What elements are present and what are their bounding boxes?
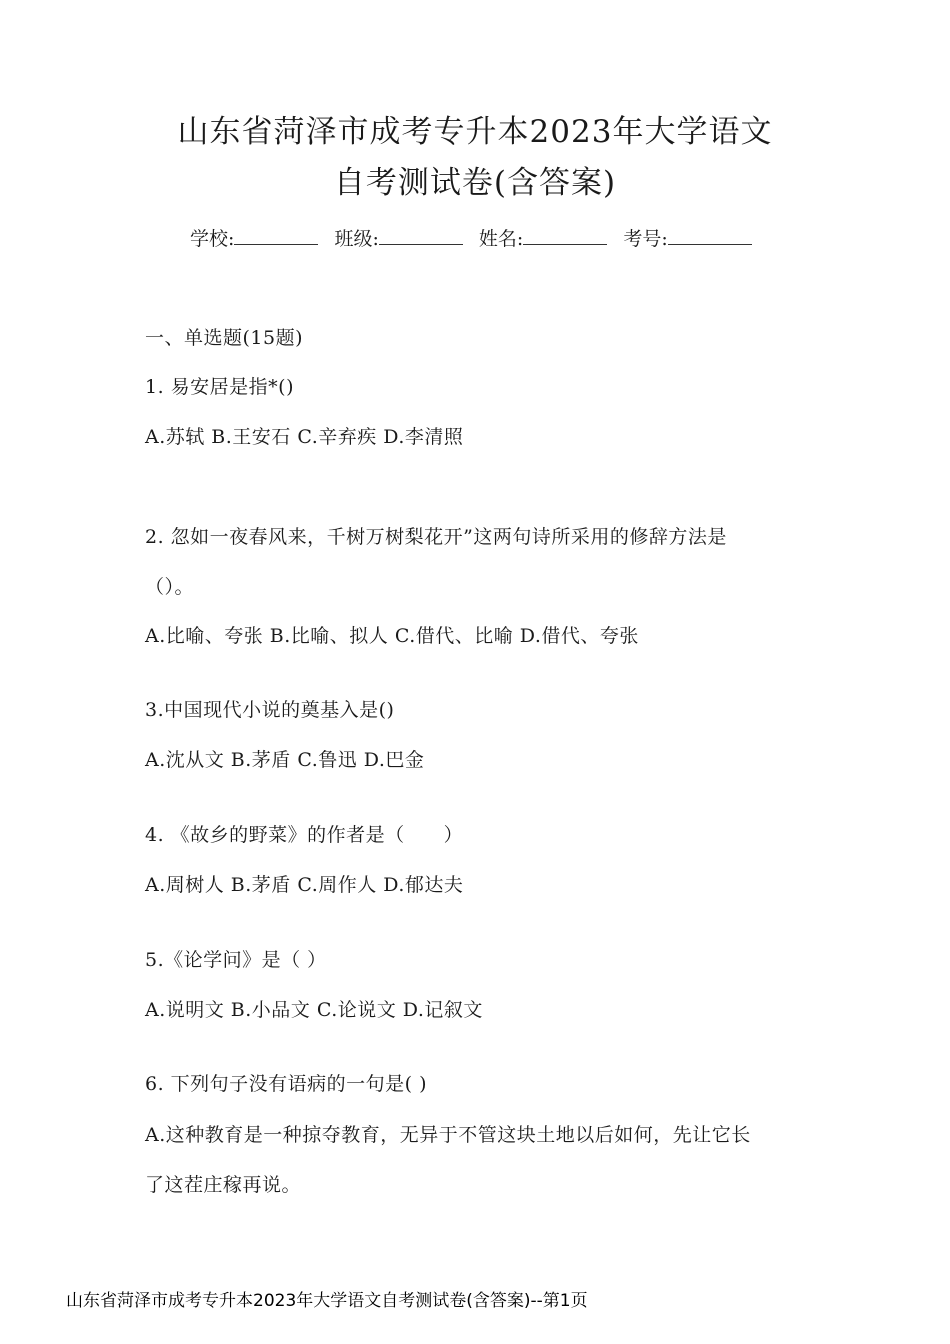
question-2-stem-continued: （）。 xyxy=(145,576,195,598)
question-2-options: A.比喻、夸张 B.比喻、拟人 C.借代、比喻 D.借代、夸张 xyxy=(145,625,639,647)
class-blank xyxy=(379,228,463,245)
exam-id-blank xyxy=(668,228,752,245)
student-info-row xyxy=(190,224,762,251)
question-3-stem: 3.中国现代小说的奠基入是() xyxy=(145,699,395,721)
question-5-options: A.说明文 B.小品文 C.论说文 D.记叙文 xyxy=(145,999,483,1021)
class-field xyxy=(334,228,462,250)
question-1-options: A.苏轼 B.王安石 C.辛弃疾 D.李清照 xyxy=(145,426,464,448)
question-2-stem: 2. 忽如一夜春风来，千树万树梨花开”这两句诗所采用的修辞方法是 xyxy=(145,526,727,548)
name-field xyxy=(479,228,607,250)
question-3-options: A.沈从文 B.茅盾 C.鲁迅 D.巴金 xyxy=(145,749,425,771)
doc-title-line1: 山东省菏泽市成考专升本2023年大学语文 xyxy=(177,114,773,150)
question-6-option-a-continued: 了这茬庄稼再说。 xyxy=(145,1174,302,1196)
name-blank xyxy=(523,228,607,245)
question-1-stem: 1. 易安居是指*() xyxy=(145,376,294,398)
school-label: 学校: xyxy=(190,228,235,250)
question-5-stem: 5.《论学问》是（ ） xyxy=(145,949,327,971)
class-label: 班级: xyxy=(334,228,379,250)
name-label: 姓名: xyxy=(478,228,524,250)
section-heading: 一、单选题(15题) xyxy=(145,327,304,349)
school-blank xyxy=(234,228,318,245)
question-4-stem: 4. 《故乡的野菜》的作者是（ ） xyxy=(145,824,464,846)
exam-id-field xyxy=(623,228,751,250)
doc-title-line2: 自考测试卷(含答案) xyxy=(333,165,617,201)
exam-id-label: 考号: xyxy=(623,228,668,250)
question-6-option-a: A.这种教育是一种掠夺教育，无异于不管这块土地以后如何，先让它长 xyxy=(145,1124,751,1146)
page-footer: 山东省菏泽市成考专升本2023年大学语文自考测试卷(含答案)--第1页 xyxy=(66,1291,588,1311)
school-field xyxy=(190,228,318,250)
question-4-options: A.周树人 B.茅盾 C.周作人 D.郁达夫 xyxy=(145,874,464,896)
question-6-stem: 6. 下列句子没有语病的一句是( ) xyxy=(145,1073,428,1095)
